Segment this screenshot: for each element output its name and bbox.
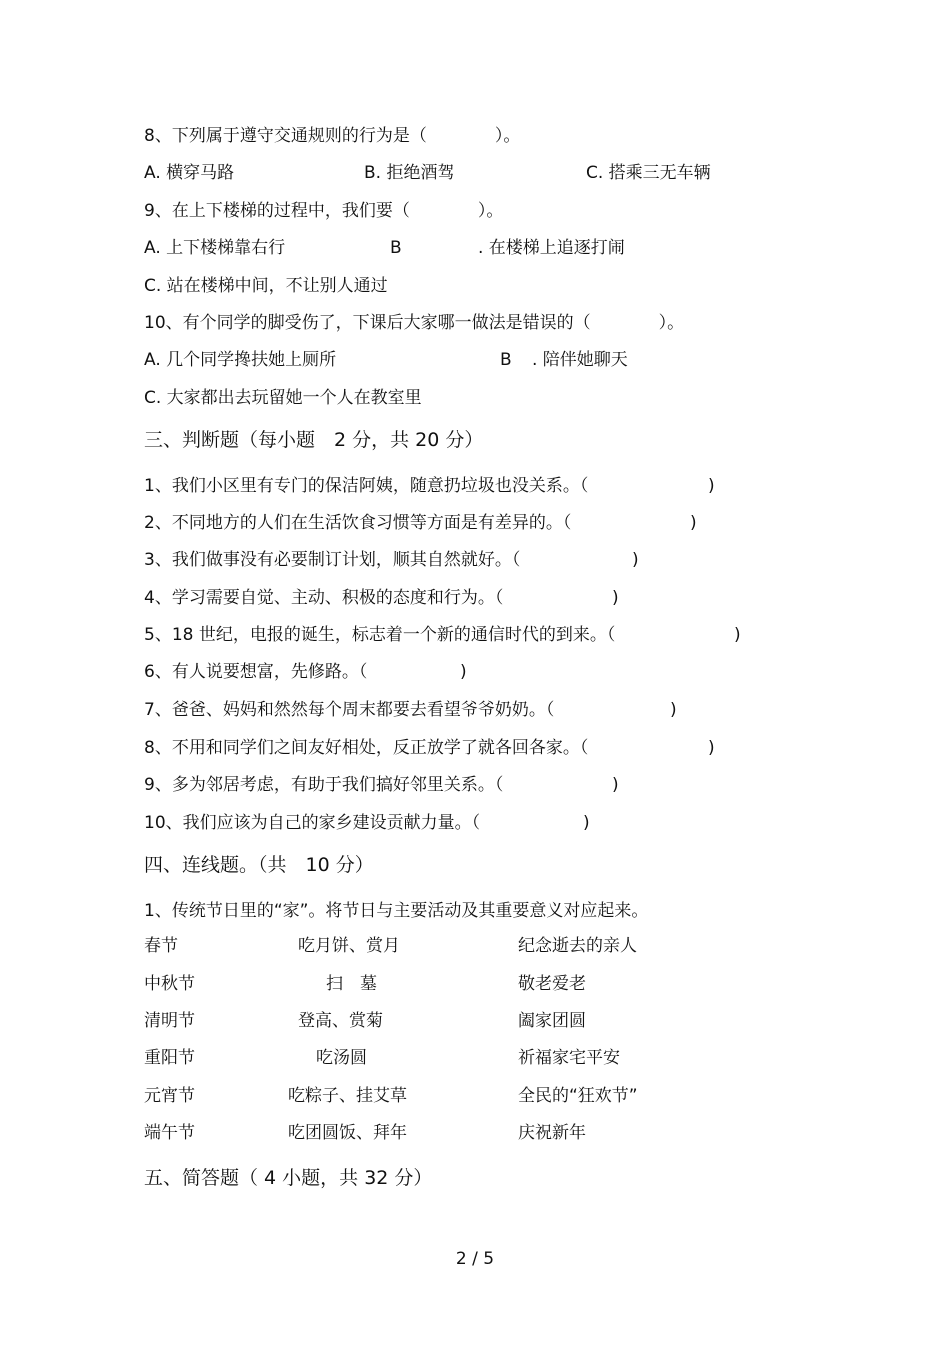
- question-8-options: [144, 162, 844, 184]
- question-8-stem: 8、下列属于遵守交通规则的行为是（ ）。: [144, 126, 521, 146]
- option-c: C. 大家都出去玩留她一个人在教室里: [144, 388, 422, 408]
- option-a: A. 上下楼梯靠右行: [144, 238, 286, 258]
- answer-bracket: ): [632, 550, 639, 570]
- option-c: C. 搭乘三无车辆: [586, 163, 711, 183]
- judgement-item: 10、我们应该为自己的家乡建设贡献力量。（: [144, 813, 481, 833]
- option-b-letter: B: [390, 238, 402, 258]
- festival-activity: 吃汤圆: [316, 1048, 367, 1068]
- option-b-text: . 在楼梯上追逐打闹: [478, 238, 625, 258]
- festival-name: 春节: [144, 936, 178, 956]
- judgement-item: 4、学习需要自觉、主动、积极的态度和行为。（: [144, 588, 504, 608]
- answer-bracket: ): [734, 625, 741, 645]
- judgement-item: 1、我们小区里有专门的保洁阿姨，随意扔垃圾也没关系。（: [144, 476, 589, 496]
- section-4-heading: 四、连线题。（共 10 分）: [144, 854, 374, 876]
- festival-meaning: 敬老爱老: [518, 974, 586, 994]
- option-b-text: . 陪伴她聊天: [532, 350, 628, 370]
- option-b-letter: B: [500, 350, 512, 370]
- answer-bracket: ): [460, 662, 467, 682]
- festival-meaning: 祈福家宅平安: [518, 1048, 620, 1068]
- festival-activity: 登高、赏菊: [298, 1011, 383, 1031]
- festival-name: 元宵节: [144, 1086, 195, 1106]
- festival-meaning: 阖家团圆: [518, 1011, 586, 1031]
- festival-meaning: 全民的“狂欢节”: [518, 1086, 638, 1106]
- option-c: C. 站在楼梯中间，不让别人通过: [144, 276, 388, 296]
- option-a: A. 几个同学搀扶她上厕所: [144, 350, 337, 370]
- judgement-item: 8、不用和同学们之间友好相处，反正放学了就各回各家。（: [144, 738, 589, 758]
- festival-activity: 吃团圆饭、拜年: [288, 1123, 407, 1143]
- answer-bracket: ): [690, 513, 697, 533]
- judgement-item: 7、爸爸、妈妈和然然每个周末都要去看望爷爷奶奶。（: [144, 700, 555, 720]
- matching-question: 1、传统节日里的“家”。将节日与主要活动及其重要意义对应起来。: [144, 901, 649, 921]
- festival-meaning: 纪念逝去的亲人: [518, 936, 637, 956]
- festival-activity: 扫 墓: [326, 974, 377, 994]
- section-3-heading: 三、判断题（每小题 2 分，共 20 分）: [144, 429, 484, 451]
- judgement-item: 6、有人说要想富，先修路。（: [144, 662, 368, 682]
- festival-name: 清明节: [144, 1011, 195, 1031]
- answer-bracket: ): [612, 588, 619, 608]
- judgement-item: 2、不同地方的人们在生活饮食习惯等方面是有差异的。（: [144, 513, 572, 533]
- answer-bracket: ): [708, 476, 715, 496]
- judgement-item: 3、我们做事没有必要制订计划，顺其自然就好。（: [144, 550, 521, 570]
- festival-name: 中秋节: [144, 974, 195, 994]
- question-9-stem: 9、在上下楼梯的过程中，我们要（ ）。: [144, 201, 504, 221]
- option-b: B. 拒绝酒驾: [364, 163, 455, 183]
- answer-bracket: ): [670, 700, 677, 720]
- section-5-heading: 五、简答题（ 4 小题，共 32 分）: [144, 1167, 433, 1189]
- question-10-options: [144, 349, 844, 371]
- judgement-item: 5、18 世纪，电报的诞生，标志着一个新的通信时代的到来。（: [144, 625, 616, 645]
- option-a: A. 横穿马路: [144, 163, 235, 183]
- festival-name: 重阳节: [144, 1048, 195, 1068]
- question-9-options: [144, 237, 844, 259]
- festival-meaning: 庆祝新年: [518, 1123, 586, 1143]
- festival-name: 端午节: [144, 1123, 195, 1143]
- festival-activity: 吃月饼、赏月: [298, 936, 400, 956]
- question-10-stem: 10、有个同学的脚受伤了，下课后大家哪一做法是错误的（ ）。: [144, 313, 685, 333]
- festival-activity: 吃粽子、挂艾草: [288, 1086, 407, 1106]
- judgement-item: 9、多为邻居考虑，有助于我们搞好邻里关系。（: [144, 775, 504, 795]
- page-number: 2 / 5: [455, 1249, 495, 1269]
- answer-bracket: ): [708, 738, 715, 758]
- answer-bracket: ): [612, 775, 619, 795]
- answer-bracket: ): [583, 813, 590, 833]
